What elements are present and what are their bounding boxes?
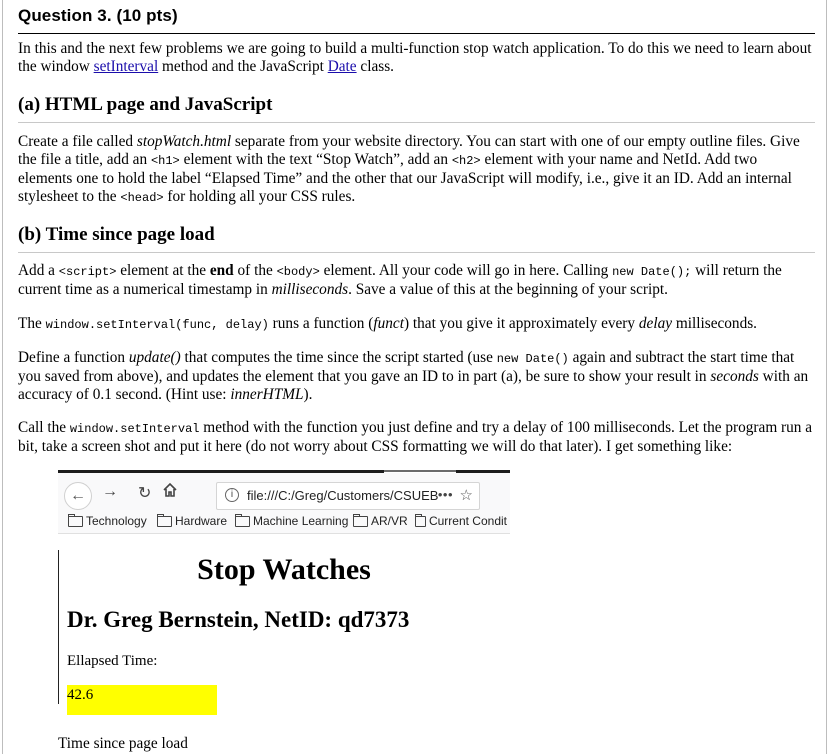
browser-toolbar: [58, 473, 510, 511]
folder-icon: [68, 516, 83, 527]
bookmark-machine-learning[interactable]: [235, 514, 348, 528]
section-b-paragraph-1: [18, 262, 815, 299]
text: element with the text “Stop Watch”, add an: [179, 151, 452, 168]
code-body: <body>: [276, 265, 320, 279]
text: Create a file called: [18, 133, 137, 150]
section-b-paragraph-4: [18, 419, 815, 456]
bookmark-label: Technology: [86, 514, 147, 528]
page-frame-left: [2, 0, 3, 754]
bookmark-ar-vr[interactable]: [353, 514, 408, 528]
page-frame-right: [826, 0, 827, 754]
section-b-paragraph-2: [18, 315, 815, 334]
bookmark-current-conditions[interactable]: [415, 514, 507, 528]
stopwatch-heading: Stop Watches: [197, 553, 371, 586]
section-b-heading: (b) Time since page load: [18, 224, 215, 245]
text: Call the: [18, 419, 70, 436]
elapsed-value: 42.6: [67, 687, 94, 703]
more-icon[interactable]: •••: [437, 487, 453, 502]
section-a-rule: [18, 122, 815, 123]
file-name: stopWatch.html: [136, 133, 232, 150]
section-b-paragraph-3: [18, 349, 815, 404]
author-heading: Dr. Greg Bernstein, NetID: qd7373: [67, 607, 410, 632]
forward-icon[interactable]: →: [102, 483, 118, 500]
code-setinterval: window.setInterval: [69, 422, 200, 436]
question-title: Question 3. (10 pts): [18, 6, 178, 25]
reload-icon[interactable]: ↻: [138, 485, 152, 502]
folder-icon: [235, 516, 250, 527]
em-delay: delay: [638, 315, 673, 332]
intro-text: In this and the next few problems we are going to build a multi-function stop watch application. To do this we need to learn about the window: [18, 40, 812, 75]
bookmark-label: Current Condit: [428, 514, 507, 528]
star-icon[interactable]: ☆: [459, 487, 473, 504]
window-edge: [384, 470, 456, 472]
em-seconds: seconds: [710, 368, 759, 385]
setinterval-link[interactable]: setInterval: [93, 58, 159, 75]
elapsed-value-box: [67, 685, 217, 715]
intro-text: method and the JavaScript: [158, 58, 328, 75]
text: ) that you give it approximately every: [403, 315, 639, 332]
bookmark-label: AR/VR: [371, 514, 408, 528]
text: element at the: [116, 262, 210, 279]
text: milliseconds.: [672, 315, 757, 332]
text: with an accuracy of 0.1 second. (Hint use:: [18, 368, 809, 403]
code-head: <head>: [120, 191, 164, 205]
em-milliseconds: milliseconds: [271, 281, 349, 298]
text: Add a: [18, 262, 59, 279]
text: . Save a value of this at the beginning of your script.: [348, 281, 668, 298]
text: again and subtract the start time that you saved from above), and updates the element that you gave an ID to in part (a), be sure to show your result in: [18, 349, 795, 385]
bold-end: end: [209, 262, 234, 279]
section-a-heading: (a) HTML page and JavaScript: [18, 94, 273, 115]
intro-paragraph: [18, 40, 815, 76]
text: that computes the time since the script started (use: [180, 349, 497, 366]
text: of the: [233, 262, 277, 279]
bookmark-label: Hardware: [175, 514, 228, 528]
code-new-date: new Date(): [496, 352, 569, 366]
date-link[interactable]: Date: [327, 58, 357, 75]
bookmark-label: Machine Learning: [253, 514, 349, 528]
code-h2: <h2>: [451, 154, 481, 168]
text: element. All your code will go in here. Calling: [319, 262, 613, 279]
text: runs a function (: [268, 315, 374, 332]
code-new-date: new Date();: [612, 265, 692, 279]
text: will return the current time as a numerical timestamp in: [18, 262, 782, 298]
text: method with the function you just define and try a delay of 100 milliseconds. Let the program run a bit, take a screen shot and put it here (do not worry about CSS formatting we will do that later). I get something like:: [18, 419, 813, 455]
code-h1: <h1>: [150, 154, 180, 168]
text: The: [18, 315, 46, 332]
text: Define a function: [18, 349, 129, 366]
text: separate from your website directory. You can start with one of our empty outline files. Give the file a title, add an: [18, 133, 800, 168]
screenshot-caption: Time since page load: [58, 735, 188, 752]
bookmark-hardware[interactable]: [157, 514, 227, 528]
section-a-paragraph: [18, 133, 815, 207]
text: for holding all your CSS rules.: [163, 188, 356, 205]
em-funct: funct: [373, 315, 404, 332]
code-script: <script>: [58, 265, 117, 279]
browser-screenshot: [58, 470, 510, 754]
info-icon[interactable]: i: [225, 488, 239, 502]
back-icon[interactable]: ←: [64, 482, 92, 510]
folder-icon: [415, 516, 426, 527]
url-text: file:///C:/Greg/Customers/CSUEB: [247, 488, 439, 503]
home-icon[interactable]: [162, 482, 178, 503]
title-rule: [18, 33, 815, 34]
text: element with your name and NetId. Add two elements one to hold the label “Elapsed Time” and the other that our JavaScript will modify, i.e., give it an ID. Add an internal stylesheet to the: [18, 151, 792, 205]
folder-icon: [157, 516, 172, 527]
em-innerhtml: innerHTML: [230, 386, 304, 403]
elapsed-label: Ellapsed Time:: [67, 653, 158, 669]
folder-icon: [353, 516, 368, 527]
code-setinterval: window.setInterval(func, delay): [45, 318, 269, 332]
section-b-rule: [18, 252, 815, 253]
url-bar[interactable]: [216, 482, 480, 510]
bookmarks-bar: [58, 511, 510, 534]
em-update: update(): [128, 349, 181, 366]
intro-text: class.: [356, 58, 394, 75]
text: ).: [303, 386, 313, 403]
bookmark-technology[interactable]: [68, 514, 147, 528]
